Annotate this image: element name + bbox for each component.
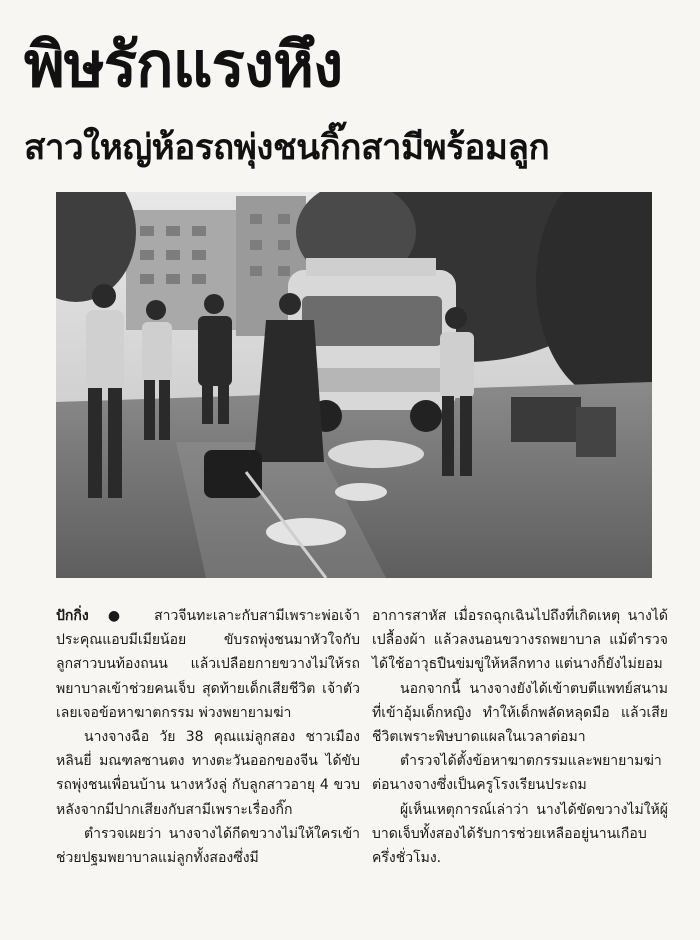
body-paragraph: นอกจากนี้ นางจางยังได้เข้าตบตีแพทย์สนามที่เข้าอุ้มเด็กหญิง ทำให้เด็กพลัดหลุดมือ แล้วเสียชีวิตเพราะพิษบาดแผลในเวลาต่อมา [372,680,668,746]
bullet: ● [107,608,135,624]
subheadline: สาวใหญ่ห้อรถพุ่งชนกิ๊กสามีพร้อมลูก [24,128,550,168]
left-column [56,604,360,870]
headline: พิษรักแรงหึง [24,28,343,101]
body-paragraph: ตำรวจได้ตั้งข้อหาฆาตกรรมและพยายามฆ่าต่อนางจางซึ่งเป็นครูโรงเรียนประถม [372,753,662,794]
body-paragraph: อาการสาหัส เมื่อรถฉุกเฉินไปถึงที่เกิดเหตุ นางได้เปลื้องผ้า แล้วลงนอนขวางรถพยาบาล แม้ตำรวจได้ใช้อาวุธปืนข่มขู่ให้หลีกทาง แต่นางก็ยังไม่ยอม [372,608,668,673]
news-photo [56,192,652,578]
body-paragraph: นางจางฉือ วัย 38 คุณแม่ลูกสอง ชาวเมืองหลินยี่ มณฑลซานตง ทางตะวันออกของจีน ได้ขับรถพุ่งชนเพื่อนบ้าน นางหวังลู่ กับลูกสาวอายุ 4 ขวบ หลังจากมีปากเสียงกับสามีเพราะเรื่องกิ๊ก [56,729,360,818]
lead-paragraph [56,604,360,725]
lead-text: สาวจีนทะเลาะกับสามีเพราะพ่อเจ้าประคุณแอบมีเมียน้อย ขับรถพุ่งชนมาหัวใจกับลูกสาวบนท้องถนน แล้วเปลือยกายขวางไม่ให้รถพยาบาลเข้าช่วยคนเจ็บ สุดท้ายเด็กเสียชีวิต เจ้าตัวเลยเจอข้อหาฆาตกรรม พ่วงพยายามฆ่า [56,608,360,721]
body-paragraph: ตำรวจเผยว่า นางจางได้กีดขวางไม่ให้ใครเข้าช่วยปฐมพยาบาลแม่ลูกทั้งสองซึ่งมี [56,825,360,867]
body-paragraph: ผู้เห็นเหตุการณ์เล่าว่า นางได้ขัดขวางไม่ให้ผู้บาดเจ็บทั้งสองได้รับการช่วยเหลืออยู่นานเกือบครึ่งชั่วโมง. [372,801,668,867]
right-column [372,604,668,870]
dateline: ปักกิ่ง [56,608,89,624]
